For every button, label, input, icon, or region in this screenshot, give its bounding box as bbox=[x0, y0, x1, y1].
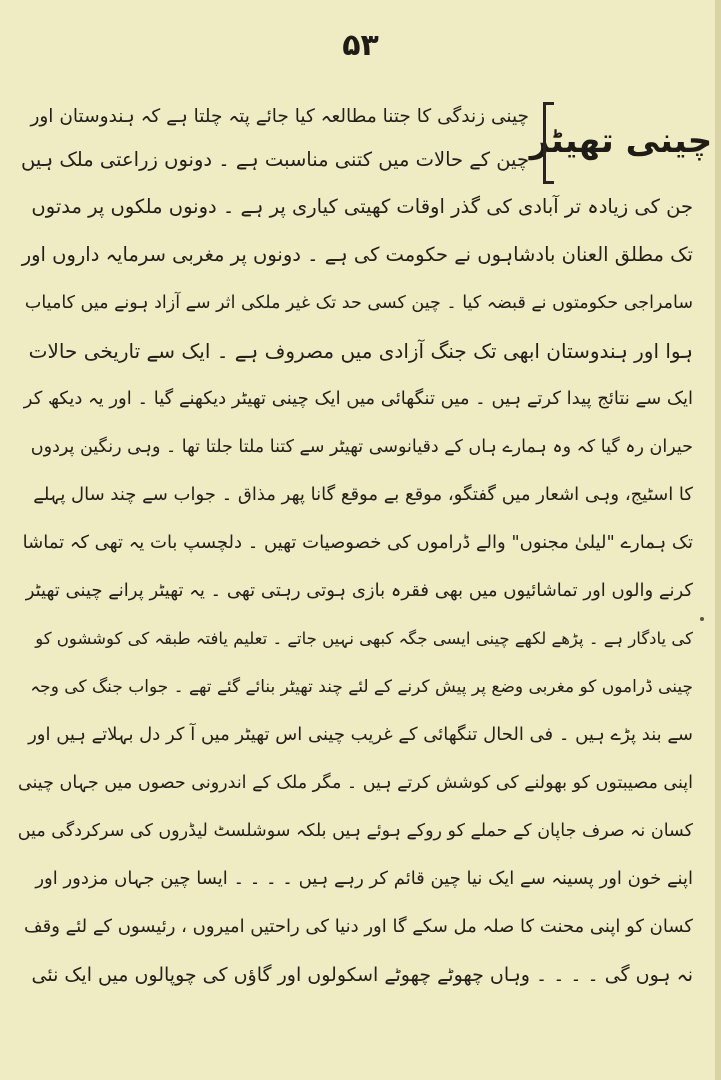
text-line-10: تک ہمارے "لیلیٰ مجنوں" والے ڈراموں کی خصوصیات تھیں ۔ دلچسپ بات یہ تھی کہ تماشا bbox=[22, 532, 693, 553]
text-line-15: اپنی مصیبتوں کو بھولنے کی کوشش کرتے ہیں ۔ مگر ملک کے اندرونی حصوں میں جہاں چینی bbox=[17, 773, 693, 793]
text-line-8: حیران رہ گیا کہ وہ ہمارے ہاں کے دقیانوسی تھیٹر سے کتنا ملتا جلتا تھا ۔ وہی رنگین پردوں bbox=[30, 437, 693, 457]
text-line-19: نہ ہوں گی ۔ ۔ ۔ ۔ وہاں چھوٹے چھوٹے اسکولوں اور گاؤں کی چوپالوں میں ایک نئی bbox=[31, 964, 693, 986]
page-edge-shadow bbox=[715, 0, 721, 1080]
text-line-11: کرنے والوں اور تماشائیوں میں بھی فقرہ بازی ہوتی رہتی تھی ۔ یہ تھیٹر پرانے چینی تھیٹر bbox=[25, 580, 693, 601]
text-line-4: تک مطلق العنان بادشاہوں نے حکومت کی ہے ۔ دونوں پر مغربی سرمایہ داروں اور bbox=[21, 243, 693, 266]
text-line-17: اپنے خون اور پسینہ سے ایک نیا چین قائم کر رہے ہیں ۔ ۔ ۔ ۔ ایسا چین جہاں مزدور اور bbox=[35, 868, 693, 889]
text-line-18: کسان کو اپنی محنت کا صلہ مل سکے گا اور دنیا کی راحتیں امیروں ، رئیسوں کے لئے وقف bbox=[24, 916, 693, 937]
text-line-12: کی یادگار ہے ۔ پڑھے لکھے چینی ایسی جگہ کبھی نہیں جاتے ۔ تعلیم یافتہ طبقہ کی کوششوں کو bbox=[35, 629, 693, 648]
title-bracket bbox=[543, 102, 554, 184]
margin-mark bbox=[700, 617, 704, 621]
page-number: ۵۳ bbox=[342, 28, 379, 63]
text-line-3: جن کی زیادہ تر آبادی کی گذر اوقات کھیتی کیاری پر ہے ۔ دونوں ملکوں پر مدتوں bbox=[31, 195, 693, 218]
text-line-14: سے بند پڑے ہیں ۔ فی الحال تنگھائی کے غریب چینی اس تھیٹر میں آ کر دل بہلاتے ہیں اور bbox=[28, 724, 693, 745]
chapter-title-box bbox=[529, 98, 713, 184]
text-line-5: سامراجی حکومتوں نے قبضہ کیا ۔ چین کسی حد تک غیر ملکی اثر سے آزاد ہونے میں کامیاب bbox=[24, 293, 693, 313]
text-line-16: کسان نہ صرف جاپان کے حملے کو روکے ہوئے ہیں بلکہ سوشلسٹ لیڈروں کی سرکردگی میں bbox=[17, 821, 693, 841]
text-line-2: چین کے حالات میں کتنی مناسبت ہے ۔ دونوں زراعتی ملک ہیں bbox=[21, 148, 529, 171]
chapter-title: چینی تھیٹر bbox=[529, 121, 713, 161]
text-line-9: کا اسٹیج، وہی اشعار میں گفتگو، موقع بے موقع گانا پھر مذاق ۔ جواب سے چند سال پہلے bbox=[33, 484, 693, 505]
text-line-13: چینی ڈراموں کو مغربی وضع پر پیش کرنے کے لئے چند تھیٹر بنائے گئے تھے ۔ جواب جنگ کی وجہ bbox=[30, 677, 693, 697]
text-line-1: چینی زندگی کا جتنا مطالعہ کیا جائے پتہ چلتا ہے کہ ہندوستان اور bbox=[30, 106, 529, 127]
text-line-6: ہوا اور ہندوستان ابھی تک جنگ آزادی میں مصروف ہے ۔ ایک سے تاریخی حالات bbox=[28, 339, 693, 363]
text-line-7: ایک سے نتائج پیدا کرتے ہیں ۔ میں تنگھائی میں ایک چینی تھیٹر دیکھنے گیا ۔ اور یہ دیکھ کر bbox=[23, 388, 693, 409]
